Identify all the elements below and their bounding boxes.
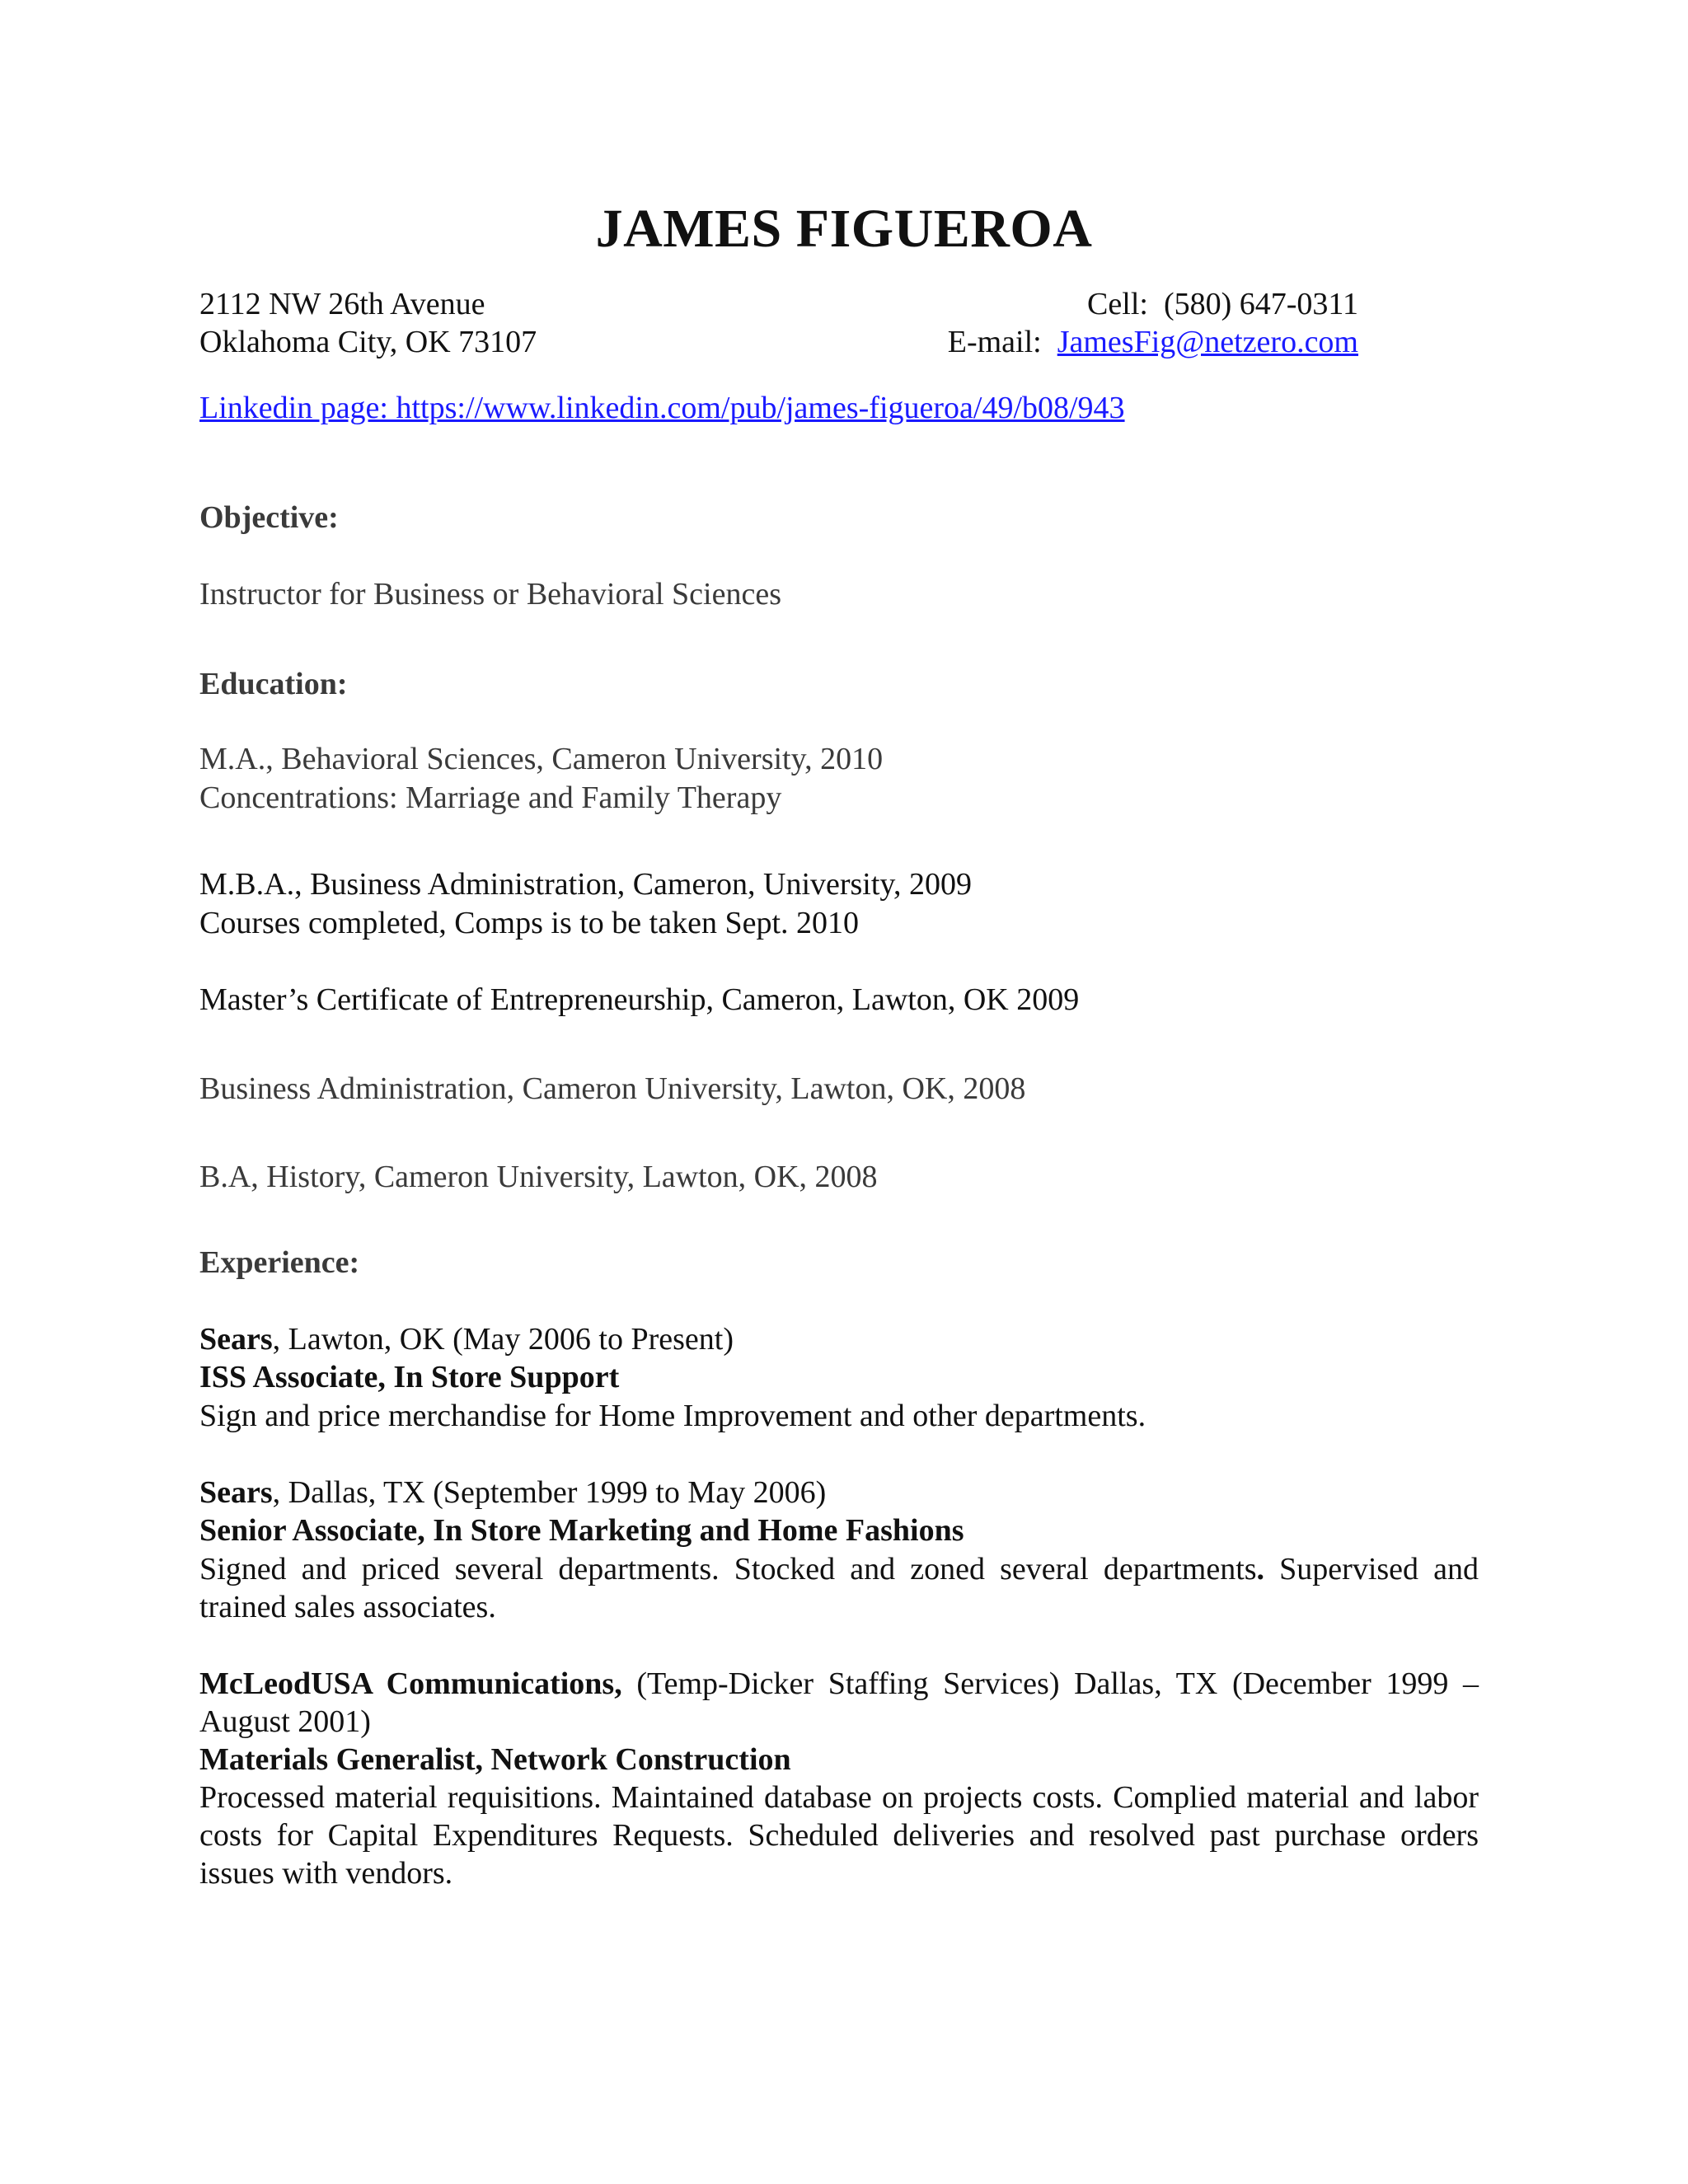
- address-line-1: 2112 NW 26th Avenue: [199, 287, 485, 321]
- education-entry-line: B.A, History, Cameron University, Lawton, OK, 2008: [199, 1160, 878, 1194]
- education-entry-line: Courses completed, Comps is to be taken Sept. 2010: [199, 906, 860, 940]
- email-link[interactable]: JamesFig@netzero.com: [1057, 325, 1358, 359]
- email-label: E-mail:: [947, 325, 1042, 359]
- job-title: Senior Associate, In Store Marketing and Home Fashions: [199, 1513, 964, 1548]
- email: [948, 323, 1358, 361]
- job-location: (Temp-Dicker Staffing Services) Dallas, TX (December 1999 – August 2001): [199, 1666, 1479, 1739]
- education-entry-line: Business Administration, Cameron University, Lawton, OK, 2008: [199, 1071, 1026, 1106]
- cell-label: Cell:: [1087, 287, 1148, 321]
- education-entry-line: M.A., Behavioral Sciences, Cameron University, 2010: [199, 742, 884, 776]
- job-title: ISS Associate, In Store Support: [199, 1360, 620, 1394]
- job-description-part: Supervised and trained sales associates.: [199, 1552, 1479, 1624]
- job-description: Processed material requisitions. Maintained database on projects costs. Complied material and labor costs for Capital Expenditures Requests. Scheduled deliveries and resolved past purchase orders issues with vendors.: [199, 1780, 1479, 1891]
- education-entry-line: Concentrations: Marriage and Family Therapy: [199, 780, 782, 815]
- job-employer: Sears: [199, 1475, 273, 1510]
- education-entry-line: Master’s Certificate of Entrepreneurship, Cameron, Lawton, OK 2009: [199, 982, 1080, 1017]
- job-employer-line: [199, 1320, 734, 1358]
- resume-name: JAMES FIGUEROA: [595, 199, 1093, 259]
- job-employer: Sears: [199, 1322, 273, 1357]
- address-line-2: Oklahoma City, OK 73107: [199, 325, 537, 359]
- education-heading: Education:: [199, 667, 348, 701]
- objective-text: Instructor for Business or Behavioral Sciences: [199, 577, 781, 612]
- job-employer-line: [199, 1474, 826, 1511]
- cell-value: (580) 647-0311: [1163, 287, 1358, 321]
- objective-heading: Objective:: [199, 500, 339, 535]
- linkedin-link[interactable]: Linkedin page: https://www.linkedin.com/pub/james-figueroa/49/b08/943: [199, 391, 1125, 425]
- cell-phone: [1087, 285, 1358, 323]
- job-description-period: .: [1256, 1552, 1265, 1586]
- education-entry-line: M.B.A., Business Administration, Cameron, University, 2009: [199, 867, 972, 902]
- job-employer: McLeodUSA Communications,: [199, 1666, 622, 1701]
- job-description-part: Signed and priced several departments. Stocked and zoned several departments: [199, 1552, 1257, 1586]
- job-title: Materials Generalist, Network Construction: [199, 1742, 791, 1777]
- job-location: , Dallas, TX (September 1999 to May 2006): [272, 1475, 827, 1510]
- job-description: [199, 1550, 1479, 1626]
- job-location: , Lawton, OK (May 2006 to Present): [272, 1322, 734, 1357]
- experience-heading: Experience:: [199, 1245, 360, 1280]
- job-description: Sign and price merchandise for Home Improvement and other departments.: [199, 1399, 1146, 1433]
- job-employer-line: [199, 1665, 1479, 1741]
